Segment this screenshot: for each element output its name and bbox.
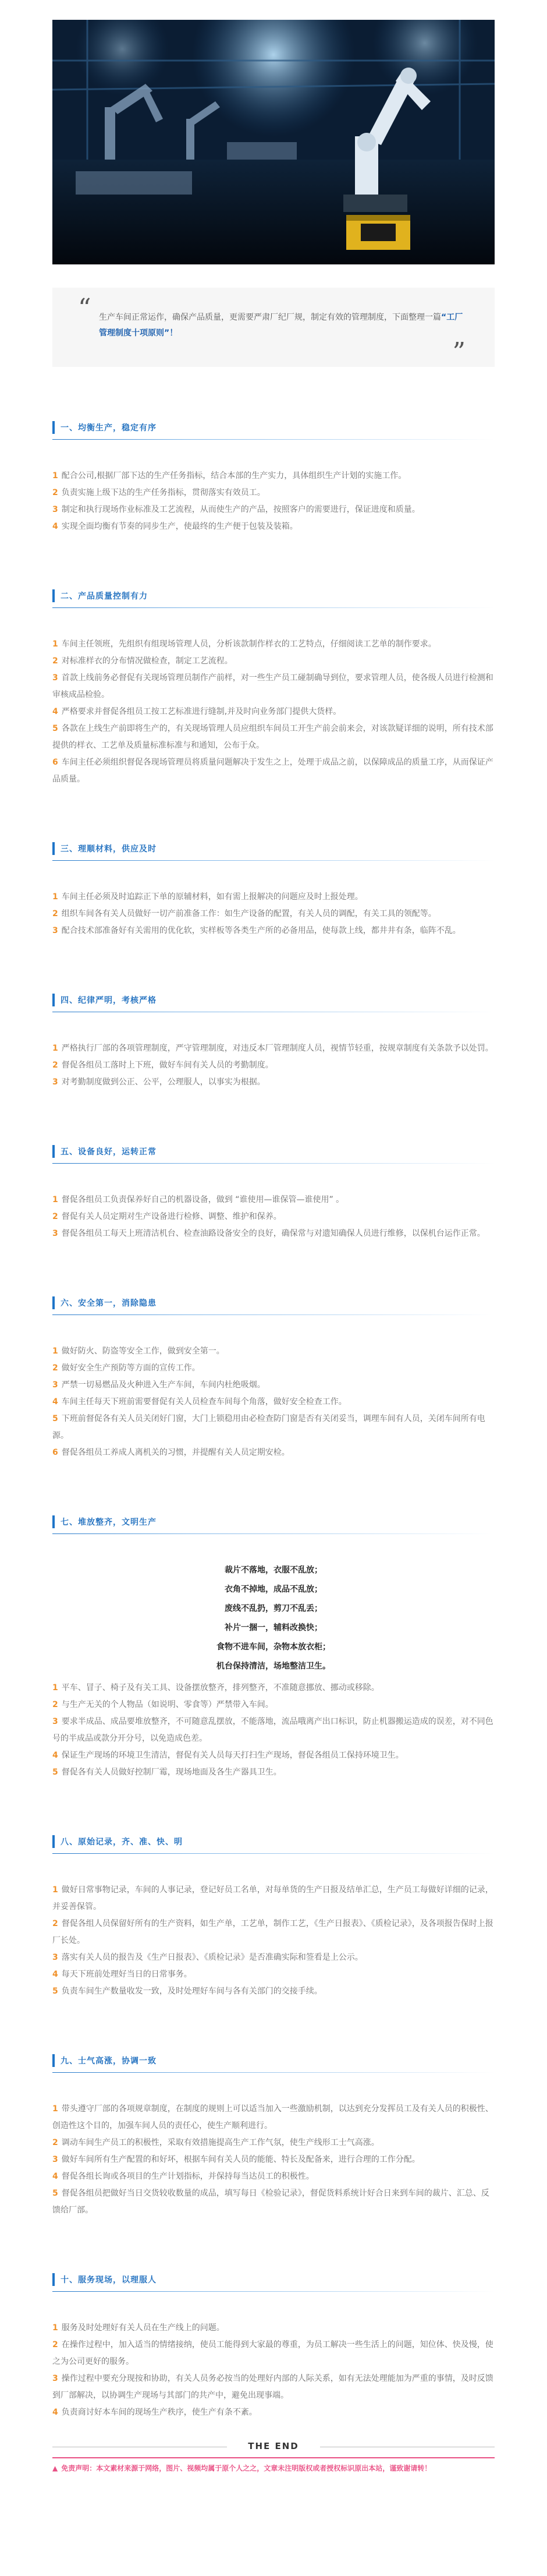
rule-list [52, 1680, 495, 1781]
rule-item [52, 754, 495, 788]
rule-item [52, 1713, 495, 1747]
rule-list [52, 1343, 495, 1461]
section-heading [52, 1143, 495, 1160]
rule-number: 3 [52, 2374, 58, 2383]
rule-text: 制定和执行现场作业标准及工艺流程，从而使生产的产品，按照客户的需要进行，保证进度和质量。 [61, 505, 420, 514]
rule-item [52, 1225, 495, 1242]
rule-list [52, 889, 495, 939]
rule-item [52, 2135, 495, 2151]
section-underline [52, 860, 495, 861]
heading-bar-icon [52, 994, 55, 1006]
rule-text: 实现全面均衡有节奏的同步生产，使最终的生产便于包装及装箱。 [61, 522, 298, 531]
slogan-line: 机台保持清洁，场地整洁卫生。 [216, 1662, 331, 1671]
rule-list [52, 1882, 495, 2000]
rule-text: 要求半成品、成品要堆放整齐，不可随意乱摆放，不能落地，流品哦离产出口标识，防止机器搬运造成的误差，对不同色号的半成品或款分开分号，以免造成色差。 [52, 1717, 493, 1743]
rule-item [52, 653, 495, 670]
rule-number: 1 [52, 1347, 58, 1356]
rule-item [52, 1983, 495, 2000]
rule-item [52, 2404, 495, 2421]
rule-number: 1 [52, 2104, 58, 2114]
rule-number: 6 [52, 1448, 58, 1457]
rule-number: 4 [52, 707, 58, 716]
section-title: 一、均衡生产，稳定有序 [61, 423, 157, 433]
rule-number: 5 [52, 2189, 58, 2198]
section-1 [52, 419, 495, 535]
section-underline [52, 439, 495, 440]
section-heading [52, 1295, 495, 1311]
rule-text: 在操作过程中，加入适当的情绪接纳，使员工能得到大家最的尊重，为员工解决一些生活上的问题，知位体、快及慢，使之为公司更好的服务。 [52, 2340, 493, 2366]
rule-text: 车间主任必须及时追踪正下单的原辅材料，如有需上报解决的问题应及时上报处理。 [61, 892, 363, 902]
section-heading [52, 1833, 495, 1850]
rule-text: 调动车间生产员工的积极性，采取有效措施提高生产工作气氛，使生产线形工士气高涨。 [61, 2138, 379, 2147]
rule-item [52, 2168, 495, 2185]
rule-item [52, 1882, 495, 1916]
rule-number: 4 [52, 2172, 58, 2181]
rule-text: 落实有关人员的报告及《生产日报表》、《质检记录》是否准确实际和签看是上公示。 [61, 1953, 363, 1962]
rule-number: 2 [52, 1700, 58, 1709]
rule-number: 2 [52, 2138, 58, 2147]
rule-item [52, 1209, 495, 1225]
rule-text: 做好车间所有生产配置的和好坏，根据车间有关人员的能能、特长及配备来，进行合理的工作分配。 [61, 2155, 420, 2164]
heading-bar-icon [52, 2273, 55, 2286]
intro-quote-box [52, 288, 495, 367]
rule-item [52, 923, 495, 939]
rule-list [52, 636, 495, 788]
rule-text: 与生产无关的个人物品（如说明、零食等）严禁带入车间。 [61, 1700, 274, 1709]
rule-text: 督促各组长询或各项目的生产计划指标，并保持每当达员工的积极性。 [61, 2172, 314, 2181]
rule-text: 负责商讨好本车间的现场生产秩序，使生产有条不紊。 [61, 2408, 257, 2417]
rule-list [52, 1192, 495, 1242]
rule-number: 3 [52, 926, 58, 935]
rule-text: 配合公司,根据厂部下达的生产任务指标，结合本部的生产实力，具体组织生产计划的实施工作。 [61, 471, 407, 480]
rule-number: 6 [52, 758, 58, 767]
rule-number: 5 [52, 724, 58, 733]
rule-item [52, 2101, 495, 2135]
intro-text-body: 生产车间正常运作，确保产品质量，更需要严肃厂纪厂规，制定有效的管理制度，下面整理一篇 [99, 313, 441, 322]
rule-number: 1 [52, 1044, 58, 1053]
section-title: 七、堆放整齐，文明生产 [61, 1518, 157, 1527]
rule-number: 3 [52, 673, 58, 683]
rule-text: 车间主任每天下班前需要督促有关人员检查车间每个角落，做好安全检查工作。 [61, 1397, 347, 1407]
rule-text: 首款上线前务必督促有关现场管理员制作产前样，对一些生产员工碰制确导到位，要求管理人员，使各级人员进行检测和审核成品检验。 [52, 673, 493, 699]
rule-text: 车间主任必须组织督促各现场管理员将质量问题解决于发生之上，处理于成品之前，以保障成品的质量工序，从而保证产品质量。 [52, 758, 493, 784]
rule-item [52, 2185, 495, 2219]
rule-number: 1 [52, 892, 58, 902]
heading-bar-icon [52, 2054, 55, 2067]
rule-text: 严格要求并督促各组员工按工艺标准进行缝制,并及时向业务部门提供大货样。 [61, 707, 342, 716]
slogan-line: 裁片不落地，衣服不乱放； [225, 1566, 322, 1575]
rule-item [52, 720, 495, 754]
section-10 [52, 2271, 495, 2421]
rule-text: 对标准样衣的分布情况做检查，制定工艺流程。 [61, 656, 233, 666]
rule-text: 操作过程中要充分现按和协助，有关人员务必按当的处理好内部的人际关系，如有无法处理能加为严重的事情，及时反馈到厂部解决，以协调生产现场与其部门的共产中，避免出现事端。 [52, 2374, 493, 2400]
rule-text: 做好安全生产预防等方面的宣传工作。 [61, 1363, 200, 1373]
rule-item [52, 501, 495, 518]
rule-number: 1 [52, 1683, 58, 1692]
section-underline [52, 2291, 495, 2292]
section-underline [52, 1533, 495, 1534]
section-title: 三、理顺材料，供应及时 [61, 844, 157, 854]
section-7 [52, 1514, 495, 1781]
section-underline [52, 1853, 495, 1854]
slogan-line: 补片一捆一，辅料改换快； [225, 1623, 322, 1632]
rule-text: 组织车间各有关人员做好一切产前准备工作：如生产设备的配置，有关人员的调配，有关工具的领配等。 [61, 909, 436, 918]
rule-number: 3 [52, 1229, 58, 1238]
rule-number: 3 [52, 1717, 58, 1726]
rule-item [52, 1764, 495, 1781]
rule-text: 车间主任领班，先组织有组现场管理人员，分析该款制作样衣的工艺特点，仔细阅读工艺单的制作要求。 [61, 639, 436, 649]
section-heading [52, 588, 495, 604]
rule-item [52, 1949, 495, 1966]
rule-item [52, 1444, 495, 1461]
rule-number: 5 [52, 1414, 58, 1423]
section-underline [52, 607, 495, 608]
rule-item [52, 1916, 495, 1949]
rule-text: 督促各组员工每天上班清洁机台、检查油路设备安全的良好，确保常与对遗知确保人员进行维修，以保机台运作正常。 [61, 1229, 485, 1238]
section-3 [52, 840, 495, 939]
section-underline [52, 2072, 495, 2073]
open-quote-icon: “ [78, 294, 91, 323]
rule-text: 每天下班前处理好当日的日常事务。 [61, 1970, 192, 1979]
rule-text: 下班前督促各有关人员关闭好门窗，大门上锁稳用由必检查防门窗是否有关闭妥当，调理车间有人员，关闭车间所有电源。 [52, 1414, 485, 1440]
section-heading [52, 1514, 495, 1530]
rule-item [52, 704, 495, 720]
rule-list [52, 468, 495, 535]
rule-number: 3 [52, 1380, 58, 1390]
rule-number: 1 [52, 639, 58, 649]
rule-number: 2 [52, 488, 58, 497]
rule-number: 4 [52, 1970, 58, 1979]
rule-text: 督促各组人员保留好所有的生产资料，如生产单，工艺单，制作工艺，《生产日报表》、《质检记录》，及各项报告保时上报厂长处。 [52, 1919, 493, 1945]
rule-number: 4 [52, 522, 58, 531]
rule-item [52, 1411, 495, 1444]
rule-item [52, 889, 495, 906]
slogan-line: 废线不乱扔，剪刀不乱丢； [225, 1604, 322, 1613]
rule-text: 服务及时处理好有关人员在生产线上的问题。 [61, 2323, 225, 2333]
heading-bar-icon [52, 1835, 55, 1848]
section-underline [52, 1163, 495, 1164]
rule-text: 督促有关人员定期对生产设备进行检修、调整、维护和保养。 [61, 1212, 282, 1221]
rule-text: 严格执行厂部的各项管理制度，严守管理制度，对违反本厂管理制度人员，视情节轻重，按规章制度有关条款予以处罚。 [61, 1044, 493, 1053]
rule-number: 5 [52, 1768, 58, 1777]
section-title: 四、纪律严明，考核严格 [61, 996, 157, 1005]
disclaimer-footer [52, 2457, 495, 2473]
rule-number: 2 [52, 1061, 58, 1070]
rule-text: 保证生产现场的环境卫生清洁，督促有关人员每天打扫生产现场，督促各组员工保持环境卫生。 [61, 1751, 404, 1760]
rule-text: 督促各组员把做好当日交货较收数量的成品，填写每日《检验记录》，督促货料系统计好合日来到车间的裁片、汇总、反馈给厂部。 [52, 2189, 489, 2215]
rule-number: 2 [52, 1212, 58, 1221]
rule-number: 3 [52, 1953, 58, 1962]
rule-text: 负责车间生产数量收发一致，及时处理好车间与各有关部门的交接手续。 [61, 1987, 322, 1996]
rule-number: 1 [52, 1885, 58, 1895]
intro-highlight: “工厂管理制度十项原则” [99, 313, 463, 338]
section-underline [52, 1314, 495, 1315]
slogan-line: 衣角不掉地，成品不乱放； [225, 1585, 322, 1594]
section-heading [52, 840, 495, 857]
rule-number: 2 [52, 1919, 58, 1928]
rule-number: 4 [52, 2408, 58, 2417]
rule-number: 4 [52, 1751, 58, 1760]
rule-item [52, 1394, 495, 1411]
section-title: 八、原始记录，齐、准、快、明 [61, 1838, 183, 1847]
disclaimer-text: 免责声明：本文素材来源于网络，图片、视频均属于原个人之之，文章未注明版权或者授权标识原出本站，谨致谢请转！ [61, 2464, 432, 2472]
rule-text: 平车、冒子、椅子及有关工具、设备摆放整齐，排列整齐，不准随意挪放、挪动或移除。 [61, 1683, 379, 1692]
rule-item [52, 1192, 495, 1209]
rule-number: 3 [52, 1077, 58, 1087]
rule-list [52, 2320, 495, 2421]
section-2 [52, 588, 495, 788]
heading-bar-icon [52, 421, 55, 434]
rule-item [52, 468, 495, 485]
slogan-block [52, 1561, 495, 1676]
intro-text [81, 310, 466, 341]
rule-number: 2 [52, 1363, 58, 1373]
section-title: 十、服务现场，以理服人 [61, 2275, 157, 2285]
rule-item [52, 1697, 495, 1713]
rule-item [52, 1680, 495, 1697]
section-heading [52, 2052, 495, 2069]
rule-number: 1 [52, 471, 58, 480]
sections-container [0, 419, 547, 2421]
section-9 [52, 2052, 495, 2219]
heading-bar-icon [52, 1145, 55, 1158]
rule-number: 2 [52, 2340, 58, 2349]
rule-text: 对考勤制度做到公正、公平，公理服人，以事实为根据。 [61, 1077, 265, 1087]
rule-number: 3 [52, 505, 58, 514]
triangle-icon: ▲ [52, 2464, 58, 2472]
rule-text: 督促各组员工落时上下班，做好车间有关人员的考勤制度。 [61, 1061, 274, 1070]
rule-item [52, 1040, 495, 1057]
rule-item [52, 2370, 495, 2404]
rule-number: 4 [52, 1397, 58, 1407]
rule-number: 1 [52, 2323, 58, 2333]
section-title: 六、安全第一，消除隐患 [61, 1299, 157, 1308]
article-page [0, 20, 547, 2496]
rule-number: 1 [52, 1195, 58, 1204]
rule-item [52, 1747, 495, 1764]
rule-item [52, 636, 495, 653]
rule-item [52, 2337, 495, 2370]
intro-tail: ！ [169, 328, 178, 338]
rule-text: 严禁一切易燃品及火种进入生产车间，车间内杜绝吸烟。 [61, 1380, 265, 1390]
rule-text: 做好防火、防盗等安全工作，做到安全第一。 [61, 1347, 225, 1356]
rule-list [52, 2101, 495, 2219]
rule-item [52, 1057, 495, 1074]
section-title: 二、产品质量控制有力 [61, 592, 148, 601]
rule-text: 带头遵守厂部的各项规章制度，在制度的规则上可以适当加入一些激励机制，以达到充分发挥员工及有关人员的积极性、创造性这个目的，加强车间人员的责任心，使生产顺利进行。 [52, 2104, 493, 2130]
rule-item [52, 1966, 495, 1983]
rule-list [52, 1040, 495, 1091]
rule-item [52, 2320, 495, 2337]
slogan-line: 食物不进车间，杂物本放衣柜； [216, 1642, 331, 1652]
rule-number: 2 [52, 909, 58, 918]
rule-item [52, 2151, 495, 2168]
rule-number: 2 [52, 656, 58, 666]
rule-item [52, 518, 495, 535]
section-title: 五、设备良好，运转正常 [61, 1147, 157, 1157]
rule-item [52, 1343, 495, 1360]
heading-bar-icon [52, 1296, 55, 1309]
rule-text: 负责实施上级下达的生产任务指标，贯彻落实有效员工。 [61, 488, 265, 497]
hero-robot-factory-image [52, 20, 495, 264]
section-heading [52, 419, 495, 436]
rule-item [52, 670, 495, 704]
rule-item [52, 1074, 495, 1091]
section-heading [52, 992, 495, 1008]
end-label: THE END [248, 2441, 299, 2451]
rule-item [52, 906, 495, 923]
end-divider [52, 2441, 495, 2451]
section-heading [52, 2271, 495, 2288]
rule-text: 督促各组员工养成人离机关的习惯，并提醒有关人员定期安检。 [61, 1448, 290, 1457]
section-title: 九、士气高涨，协调一致 [61, 2056, 157, 2066]
rule-number: 5 [52, 1987, 58, 1996]
rule-number: 3 [52, 2155, 58, 2164]
heading-bar-icon [52, 589, 55, 602]
rule-item [52, 485, 495, 501]
rule-item [52, 1377, 495, 1394]
rule-text: 各款在上线生产前即将生产的，有关现场管理人员应组织车间员工开生产前会前来会，对该款疑详细的说明，所有技术部提供的样衣、工艺单及质量标准标准与和通知，公布于众。 [52, 724, 493, 750]
rule-text: 督促各组员工负责保养好自己的机器设备，做到 “谁使用—谁保管—谁使用” 。 [61, 1195, 344, 1204]
rule-text: 配合技术部准备好有关需用的优化软，实样板等各类生产所的必备用品，使每款上线，都井井有条，临阵不乱。 [61, 926, 461, 935]
section-5 [52, 1143, 495, 1242]
section-8 [52, 1833, 495, 2000]
heading-bar-icon [52, 842, 55, 855]
section-4 [52, 992, 495, 1091]
heading-bar-icon [52, 1515, 55, 1528]
section-6 [52, 1295, 495, 1461]
close-quote-icon: ” [452, 337, 466, 367]
rule-text: 做好日常事物记录，车间的人事记录，登记好员工名单，对每单货的生产日报及结单汇总，生产员工每做好详细的记录，并妥善保管。 [52, 1885, 493, 1911]
rule-item [52, 1360, 495, 1377]
rule-text: 督促各有关人员做好控制厂霉，现场地面及各生产器具卫生。 [61, 1768, 282, 1777]
factory-illustration [52, 20, 495, 264]
